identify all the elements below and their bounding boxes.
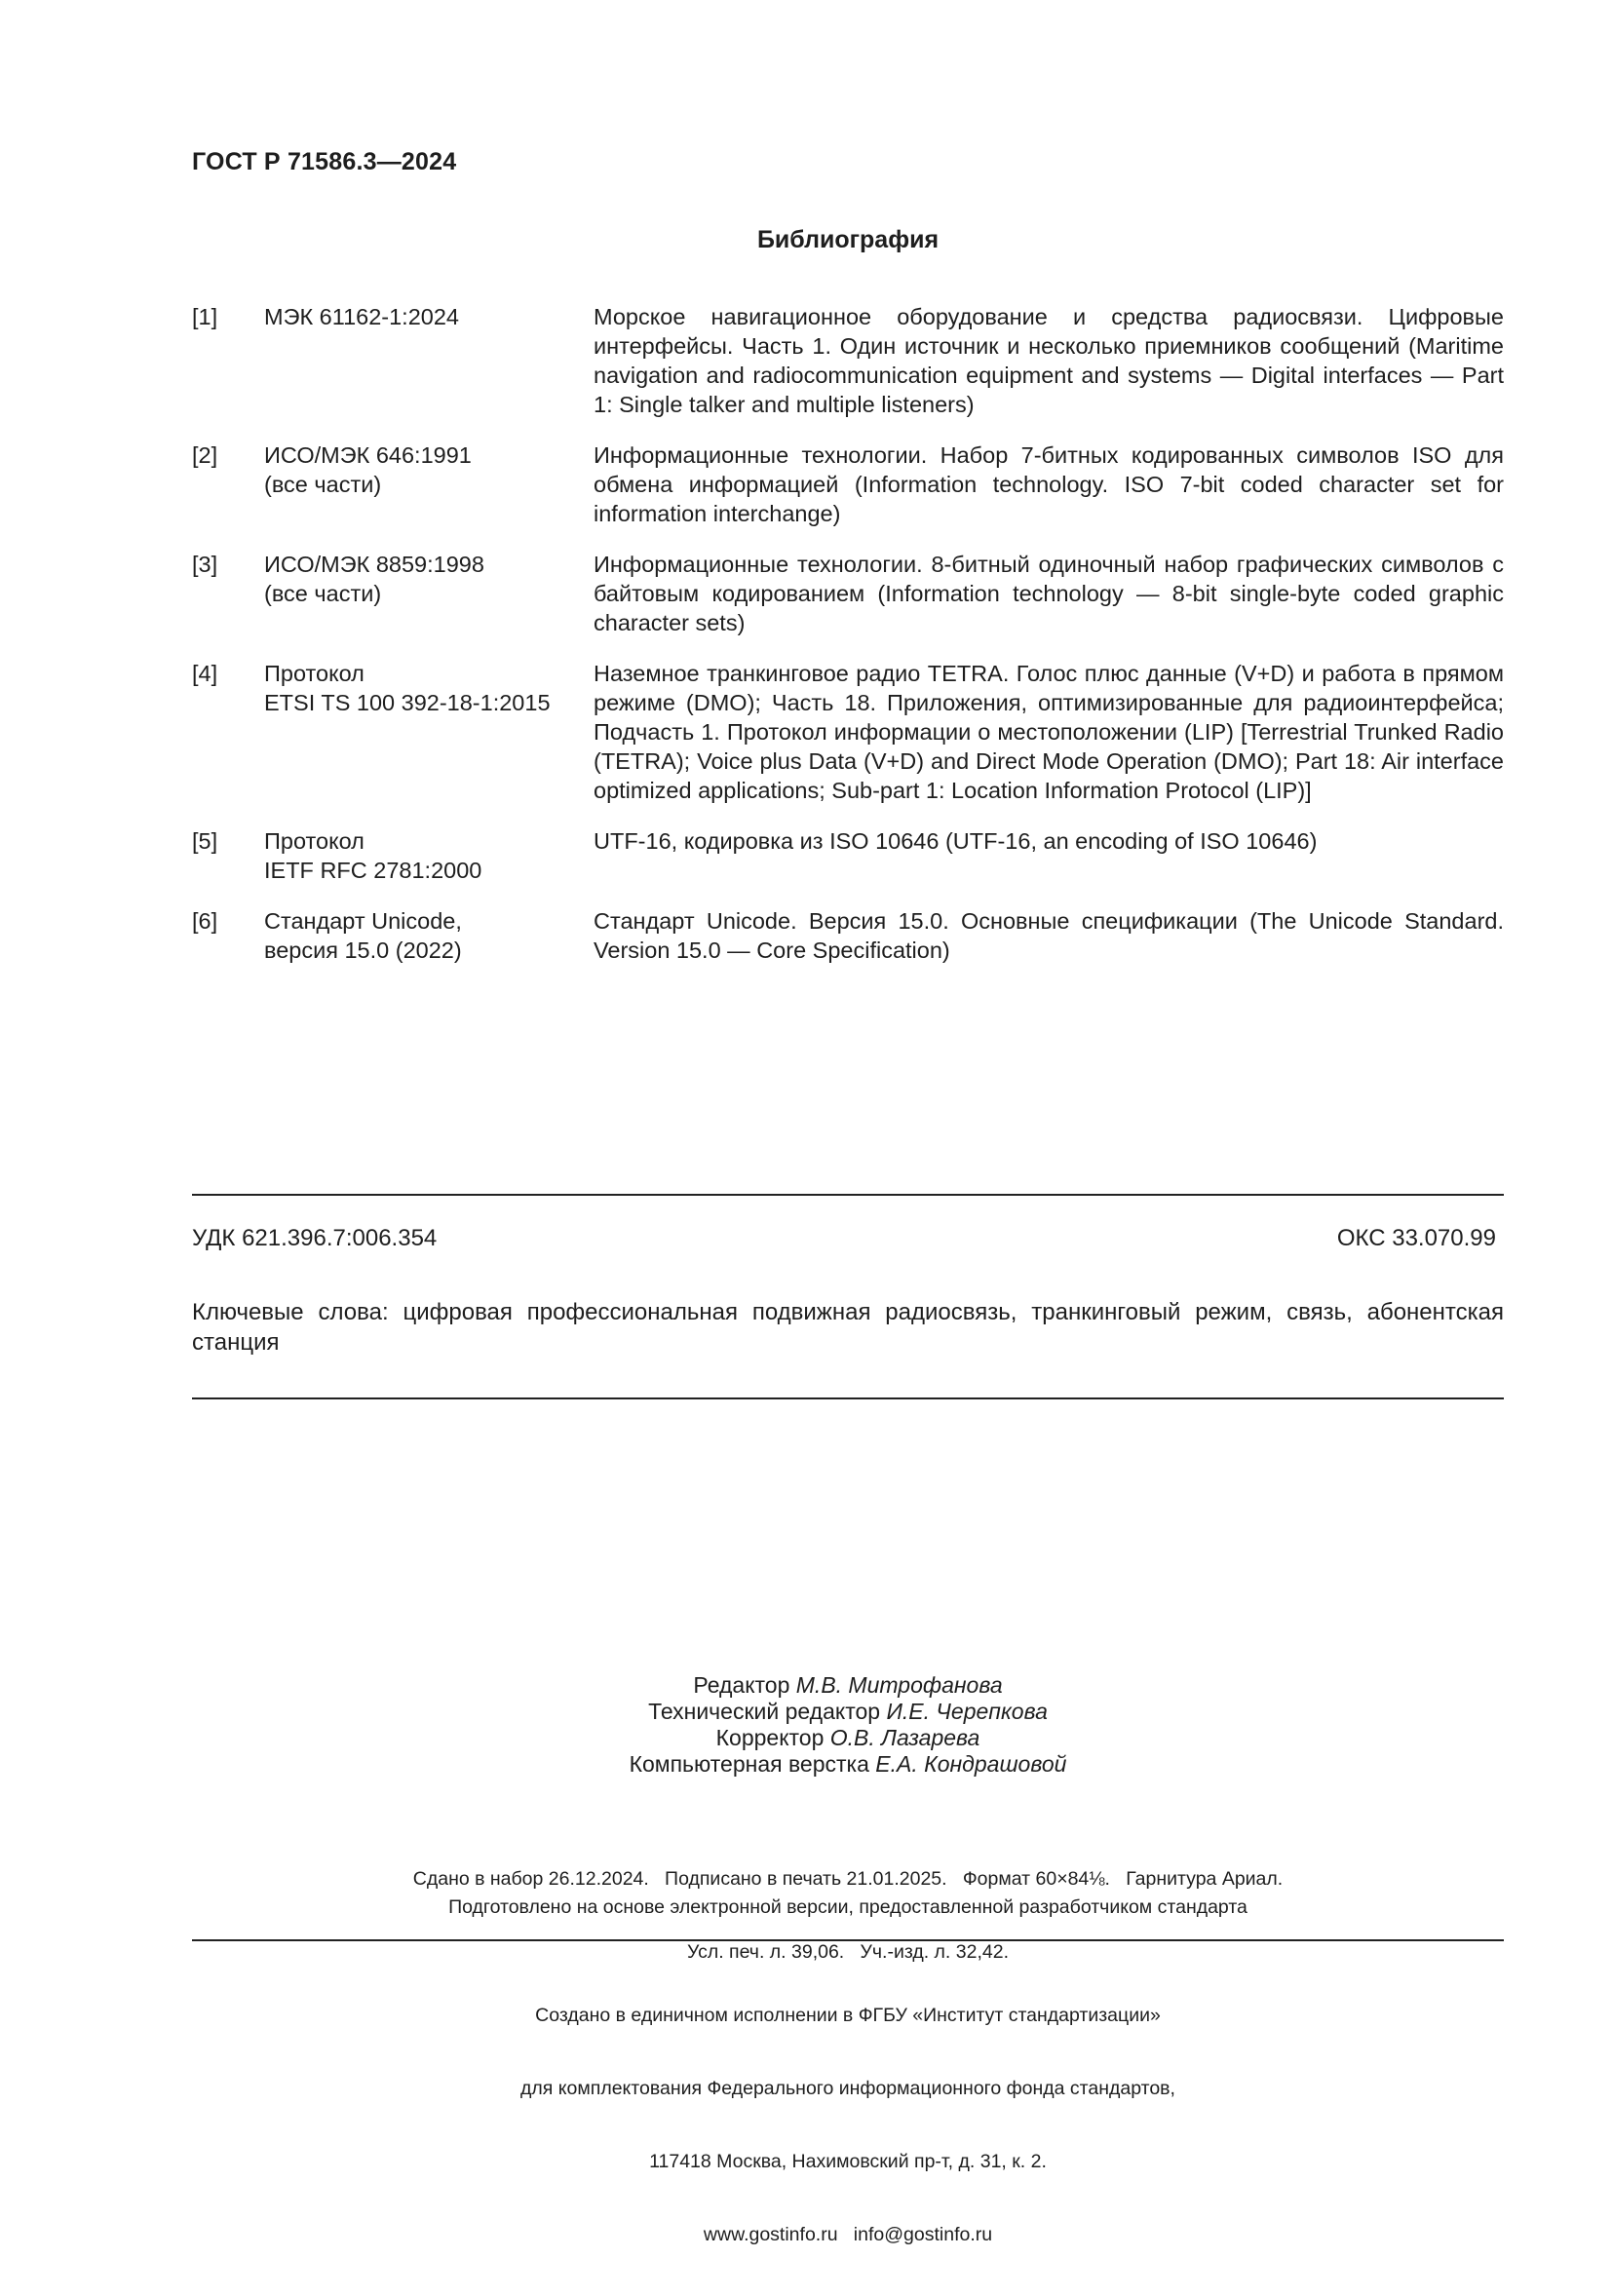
entry-source: МЭК 61162-1:2024 <box>264 304 459 329</box>
entry-number: [3] <box>192 552 218 577</box>
entry-number: [5] <box>192 828 218 854</box>
credits-block <box>0 1672 1612 1778</box>
entry-description: UTF-16, кодировка из ISO 10646 (UTF-16, an encoding of ISO 10646) <box>594 828 1318 854</box>
credit-name: И.Е. Черепкова <box>886 1699 1048 1724</box>
divider-bottom <box>192 1939 1504 1941</box>
publisher-line: Создано в единичном исполнении в ФГБУ «Институт стандартизации» <box>535 2005 1161 2026</box>
publisher-line: для комплектования Федерального информационного фонда стандартов, <box>520 2078 1175 2099</box>
credit-role: Компьютерная верстка <box>629 1751 869 1777</box>
credit-layout <box>0 1751 1612 1778</box>
credit-tech-editor <box>0 1699 1612 1725</box>
credit-role: Технический редактор <box>648 1699 881 1724</box>
bibliography-entry <box>192 659 1504 805</box>
entry-source: Стандарт Unicode, версия 15.0 (2022) <box>264 908 462 963</box>
entry-source: Протокол ETSI TS 100 392-18-1:2015 <box>264 661 551 715</box>
publisher-line: 117418 Москва, Нахимовский пр-т, д. 31, к. 2. <box>649 2151 1047 2172</box>
divider-top <box>192 1194 1504 1196</box>
entry-number: [6] <box>192 908 218 934</box>
entry-number: [2] <box>192 442 218 468</box>
publisher-contacts: www.gostinfo.ru info@gostinfo.ru <box>703 2224 993 2245</box>
imprint-line: Сдано в набор 26.12.2024. Подписано в печать 21.01.2025. Формат 60×84⅛. Гарнитура Ариал. <box>412 1868 1284 1890</box>
credit-name: Е.А. Кондрашовой <box>875 1751 1067 1777</box>
bibliography-title: Библиография <box>756 226 940 253</box>
oks-code: ОКС 33.070.99 <box>1336 1225 1496 1251</box>
credit-proofreader <box>0 1725 1612 1751</box>
document-code: ГОСТ Р 71586.3—2024 <box>192 148 457 175</box>
udk-code: УДК 621.396.7:006.354 <box>192 1225 438 1251</box>
entry-description: Стандарт Unicode. Версия 15.0. Основные спецификации (The Unicode Standard. Version 15.0 — Core Specification) <box>594 908 1504 963</box>
entry-description: Наземное транкинговое радио TETRA. Голос плюс данные (V+D) и работа в прямом режиме (DMO); Часть 18. Приложения, оптимизированные для радиоинтерфейса; Подчасть 1. Протокол информации о местоположении (LIP) [Terrestrial Trunked Radio (TETRA); Voice plus Data (V+D) and Direct Mode Operation (DMO); Part 18: Air interface optimized applications; Sub-part 1: Location Information Protocol (LIP)] <box>594 661 1504 803</box>
entry-number: [1] <box>192 304 218 329</box>
bibliography-entry <box>192 906 1504 965</box>
bibliography-list <box>192 302 1504 986</box>
entry-description: Информационные технологии. 8-битный одиночный набор графических символов с байтовым кодированием (Information technology — 8-bit single-byte coded graphic character sets) <box>594 552 1504 635</box>
entry-description: Морское навигационное оборудование и средства радиосвязи. Цифровые интерфейсы. Часть 1. Один источник и несколько приемников сообщений (Maritime navigation and radiocommunication equipment and systems — Digital interfaces — Part 1: Single talker and multiple listeners) <box>594 304 1504 417</box>
divider-middle <box>192 1397 1504 1399</box>
bibliography-entry <box>192 302 1504 419</box>
bibliography-entry <box>192 550 1504 637</box>
entry-source: ИСО/МЭК 8859:1998 (все части) <box>264 552 484 606</box>
bibliography-entry <box>192 826 1504 885</box>
credit-name: О.В. Лазарева <box>829 1725 980 1750</box>
keywords: Ключевые слова: цифровая профессиональная подвижная радиосвязь, транкинговый режим, связь, абонентская станция <box>192 1299 1504 1356</box>
entry-source: Протокол IETF RFC 2781:2000 <box>264 828 482 883</box>
credit-role: Корректор <box>715 1725 825 1750</box>
prepared-note: Подготовлено на основе электронной версии, предоставленной разработчиком стандарта <box>448 1896 1247 1918</box>
entry-source: ИСО/МЭК 646:1991 (все части) <box>264 442 472 497</box>
entry-description: Информационные технологии. Набор 7-битных кодированных символов ISO для обмена информацией (Information technology. ISO 7-bit coded character set for information interchange) <box>594 442 1504 526</box>
bibliography-entry <box>192 440 1504 528</box>
publisher-block <box>0 1955 1612 2296</box>
credit-role: Редактор <box>693 1672 790 1698</box>
imprint-line: Усл. печ. л. 39,06. Уч.-изд. л. 32,42. <box>687 1941 1009 1963</box>
credit-editor <box>0 1672 1612 1699</box>
credit-name: М.В. Митрофанова <box>795 1672 1003 1698</box>
entry-number: [4] <box>192 661 218 686</box>
